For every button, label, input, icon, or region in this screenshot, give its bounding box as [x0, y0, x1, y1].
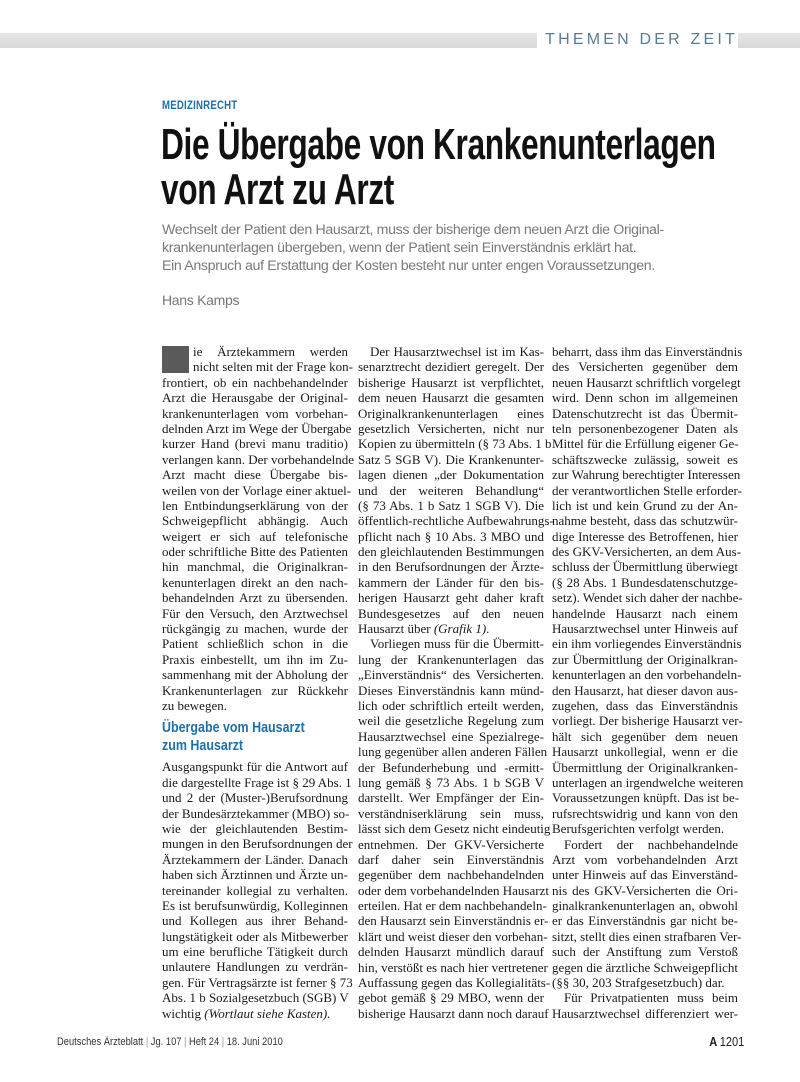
- text-line: gegen die ärztliche Schweigepflicht: [552, 959, 738, 975]
- text-line: rufsrechtswidrig und kann von den: [552, 805, 738, 821]
- text-line: Es ist berufsunwürdig, Kolleginnen: [162, 897, 348, 913]
- text-line: zur Wahrung berechtigter Interessen: [552, 467, 741, 483]
- text-line: unter Hinweis auf das Einverständ-: [552, 867, 738, 883]
- subheading-line: zum Hausarzt: [162, 738, 244, 755]
- text-line: weigert er sich auf telefonische: [162, 528, 348, 544]
- text-line: nis des GKV-Versicherten die Ori-: [552, 882, 738, 898]
- paragraph: [552, 344, 744, 837]
- text-line: Der Hausarztwechsel ist im Kas-: [370, 344, 544, 359]
- text-line: pflicht nach § 10 Abs. 3 MBO und: [358, 528, 544, 544]
- text-line: Vorliegen muss für die Übermitt-: [370, 636, 544, 652]
- text-line: Satz 5 SGB V). Die Krankenunter-: [358, 451, 544, 467]
- text-line: Ausgangspunkt für die Antwort auf: [162, 759, 348, 775]
- text-line: unlautere Handlungen zu verdrän-: [162, 959, 348, 975]
- paragraph: [552, 836, 742, 991]
- text-line: senarztrecht dezidiert geregelt. Der: [358, 359, 544, 375]
- text-line: klärt und weist dieser den vorbehan-: [358, 928, 548, 944]
- text-line: ginalkrankenunterlagen an, obwohl: [552, 898, 738, 914]
- paragraph: [552, 990, 738, 1021]
- text-line: kammern der Länder für den bis-: [358, 574, 544, 590]
- page-number: A 1201: [708, 1034, 744, 1049]
- text-line: delnden Arzt im Wege der Übergabe: [162, 420, 352, 436]
- paragraph: [162, 759, 353, 1021]
- text-line: Arzt vom vorbehandelnden Arzt: [552, 851, 738, 867]
- text-line: den Hausarzt, hat dieser davon aus-: [552, 682, 738, 698]
- paragraph: [358, 344, 554, 637]
- text-line: Krankenunterlagen zur Rückkehr: [162, 682, 348, 698]
- text-line: Für Privatpatienten muss beim: [564, 990, 738, 1006]
- text-line: Für den Versuch, den Arztwechsel: [162, 605, 348, 621]
- text-line: weilen von der Vorlage einer aktuel-: [162, 482, 352, 498]
- text-line: Auffassung gegen das Kollegialitäts-: [358, 975, 551, 991]
- text-line: verlangen kann. Der vorbehandelnde: [162, 451, 355, 467]
- text-line: sammenhang mit der Abholung der: [162, 667, 348, 683]
- text-line: bisherige Hausarzt dann noch darauf: [358, 1005, 549, 1021]
- text-line: nahme besteht, dass das schutzwür-: [552, 513, 738, 529]
- text-line: rückgängig zu machen, wurde der: [162, 621, 348, 637]
- text-line: handelnde Hausarzt nach einem: [552, 605, 738, 621]
- text-line: die dargestellte Frage ist § 29 Abs. 1: [162, 774, 352, 790]
- text-line: oder dem vorbehandelnden Hausarzt: [358, 882, 549, 898]
- text-line: Datenschutzrecht ist das Übermit-: [552, 405, 738, 421]
- text-line: Mittel für die Erfüllung eigener Ge-: [552, 436, 739, 452]
- text-line: behandelnden Arzt zu übersenden.: [162, 590, 348, 606]
- text-line: zu bewegen.: [162, 697, 227, 713]
- article-author: Hans Kamps: [162, 292, 240, 308]
- text-line: Hausarzt unkollegial, wenn er die: [552, 744, 738, 760]
- text-line: (§ 73 Abs. 1 b Satz 1 SGB V). Die: [358, 497, 544, 513]
- text-line: mungen in den Berufsordnungen der: [162, 836, 353, 852]
- text-line: herigen Hausarzt geht daher kraft: [358, 590, 544, 606]
- text-line: Hausarzt über (Grafik 1).: [358, 621, 490, 637]
- text-line: (§ 28 Abs. 1 Bundesdatenschutzge-: [552, 574, 738, 590]
- paragraph: [358, 636, 551, 1021]
- section-label: THEMEN DER ZEIT: [537, 30, 738, 50]
- text-line: der Bundesärztekammer (MBO) so-: [162, 805, 350, 821]
- text-line: Fordert der nachbehandelnde: [564, 836, 738, 852]
- text-line: haben sich Ärztinnen und Ärzte un-: [162, 867, 348, 883]
- article-lead: [162, 221, 762, 275]
- text-line: Arzt die Herausgabe der Original-: [162, 390, 348, 406]
- text-line: lung gegenüber allen anderen Fällen: [358, 744, 548, 760]
- lead-line: krankenunterlagen übergeben, wenn der Patient sein Einverständnis erklärt hat.: [162, 240, 637, 256]
- text-line: Praxis einbestellt, um ihn im Zu-: [162, 651, 348, 667]
- text-line: lungstätigkeit oder als Mitbewerber: [162, 928, 348, 944]
- subheading-line: Übergabe vom Hausarzt: [162, 720, 305, 737]
- text-line: such der Anstiftung zum Verstoß: [552, 944, 738, 960]
- text-line: kurzer Hand (brevi manu traditio): [162, 436, 348, 452]
- text-line: Voraussetzungen knüpft. Das ist be-: [552, 790, 740, 806]
- text-line: wichtig (Wortlaut siehe Kasten).: [162, 1005, 331, 1021]
- text-line: lagen dienen „der Dokumentation: [358, 467, 544, 483]
- text-line: schluss der Übermittlung überwiegt: [552, 559, 738, 575]
- lead-line: Wechselt der Patient den Hausarzt, muss der bisherige dem neuen Arzt die Original-: [162, 222, 664, 238]
- text-line: wie der gleichlautenden Bestim-: [162, 820, 348, 836]
- text-line: lich oder schriftlich erteilt werden,: [358, 697, 544, 713]
- text-line: teln personenbezogener Daten als: [552, 420, 738, 436]
- text-line: um eine berufliche Tätigkeit durch: [162, 944, 348, 960]
- text-line: darstellt. Wer Empfänger der Ein-: [358, 790, 544, 806]
- text-line: Patient schließlich schon in die: [162, 636, 348, 652]
- publication-name: Deutsches Ärzteblatt: [57, 1036, 144, 1048]
- text-line: und 2 der (Muster-)Berufsordnung: [162, 790, 348, 806]
- text-line: „Einverständnis“ des Versicherten.: [358, 667, 544, 683]
- text-line: Kopien zu übermitteln (§ 73 Abs. 1 b: [358, 436, 552, 452]
- text-line: setz). Wendet sich daher der nachbe-: [552, 590, 743, 606]
- text-line: hin manchmal, die Originalkran-: [162, 559, 348, 575]
- text-line: dige Interesse des Betroffenen, hier: [552, 528, 738, 544]
- article-kicker: MEDIZINRECHT: [162, 98, 238, 112]
- text-line: ie Ärztekammern werden: [193, 344, 348, 359]
- lead-line: Ein Anspruch auf Erstattung der Kosten besteht nur unter engen Voraussetzungen.: [162, 258, 655, 274]
- text-line: nicht selten mit der Frage kon-: [193, 359, 353, 375]
- text-line: den gleichlautenden Bestimmungen: [358, 544, 545, 560]
- text-line: wird. Denn schon im allgemeinen: [552, 390, 738, 406]
- text-line: des GKV-Versicherten, an dem Aus-: [552, 544, 742, 560]
- text-line: hin, verstößt es nach hier vertretener: [358, 959, 548, 975]
- text-line: in den Berufsordnungen der Ärzte-: [358, 559, 544, 575]
- text-column-1: [162, 344, 355, 1021]
- text-line: und Kollegen aus ihrer Behand-: [162, 913, 348, 929]
- issue-date: 18. Juni 2010: [226, 1036, 283, 1048]
- text-line: tereinander kollegial zu verhalten.: [162, 882, 348, 898]
- paragraph: [162, 344, 355, 713]
- text-line: vorliegt. Der bisherige Hausarzt ver-: [552, 713, 743, 729]
- title-line: von Arzt zu Arzt: [161, 165, 395, 214]
- text-line: Abs. 1 b Sozialgesetzbuch (SGB) V: [162, 990, 349, 1006]
- text-line: und der weiteren Behandlung“: [358, 482, 544, 498]
- text-line: der Befunderhebung und -ermitt-: [358, 759, 544, 775]
- text-line: krankenunterlagen vom vorbehan-: [162, 405, 348, 421]
- article-title: [161, 122, 716, 212]
- text-line: schäftszwecke zulässig, soweit es: [552, 451, 738, 467]
- text-line: frontiert, ob ein nachbehandelnder: [162, 374, 348, 390]
- text-line: gesetzlich Versicherten, nicht nur: [358, 420, 544, 436]
- drop-cap: D: [163, 346, 188, 373]
- text-line: beharrt, dass ihm das Einverständnis: [552, 344, 743, 359]
- text-line: sitzt, stellt dies einen strafbaren Ver-: [552, 928, 742, 944]
- text-line: entnehmen. Der GKV-Versicherte: [358, 836, 544, 852]
- text-line: lich ist und kein Grund zu der An-: [552, 497, 738, 513]
- footer-citation: Deutsches Ärzteblatt | Jg. 107 | Heft 24 | 18. Juni 2010: [57, 1036, 283, 1048]
- text-line: gebot gemäß § 29 MBO, wenn der: [358, 990, 544, 1006]
- text-line: zur Übermittlung der Originalkran-: [552, 651, 738, 667]
- text-line: Arzt macht diese Übergabe bis-: [162, 467, 348, 483]
- text-line: des Versicherten gegenüber dem: [552, 359, 738, 375]
- text-line: kenunterlagen an den vorbehandeln-: [552, 667, 742, 683]
- text-line: neuen Hausarzt schriftlich vorgelegt: [552, 374, 741, 390]
- text-line: hält sich gegenüber dem neuen: [552, 728, 738, 744]
- text-line: gegenüber dem nachbehandelnden: [358, 867, 544, 883]
- text-line: unterlagen an irgendwelche weiteren: [552, 774, 744, 790]
- text-line: Schweigepflicht abhängig. Auch: [162, 513, 348, 529]
- text-column-2: [358, 344, 554, 1021]
- text-line: der verantwortlichen Stelle erforder-: [552, 482, 742, 498]
- text-line: dem neuen Hausarzt die gesamten: [358, 390, 544, 406]
- title-line: Die Übergabe von Krankenunterlagen: [161, 120, 716, 169]
- text-line: Hausarztwechsel unter Hinweis auf: [552, 621, 738, 637]
- text-line: ein ihm vorliegendes Einverständnis: [552, 636, 742, 652]
- text-line: Hausarztwechsel differenziert wer-: [552, 1005, 738, 1021]
- text-line: lung gemäß § 73 Abs. 1 b SGB V: [358, 774, 544, 790]
- text-line: darf daher sein Einverständnis: [358, 851, 544, 867]
- text-line: den Hausarzt sein Einverständnis er-: [358, 913, 549, 929]
- text-line: gen. Für Vertragsärzte ist ferner § 73: [162, 974, 353, 990]
- text-line: erteilen. Hat er dem nachbehandeln-: [358, 898, 547, 914]
- text-line: er das Einverständnis gar nicht be-: [552, 913, 738, 929]
- text-line: zugehen, dass das Einverständnis: [552, 697, 738, 713]
- text-line: weil die gesetzliche Regelung zum: [358, 713, 544, 729]
- text-line: bisherige Hausarzt ist verpflichtet,: [358, 374, 544, 390]
- text-line: Dieses Einverständnis kann münd-: [358, 682, 544, 698]
- text-line: Originalkrankenunterlagen eines: [358, 405, 544, 421]
- volume: Jg. 107: [150, 1036, 182, 1048]
- text-line: öffentlich-rechtliche Aufbewahrungs-: [358, 513, 554, 529]
- text-line: Ärztekammern der Länder. Danach: [162, 851, 348, 867]
- text-line: lässt sich dem Gesetz nicht eindeutig: [358, 821, 551, 837]
- text-line: lung der Krankenunterlagen das: [358, 651, 544, 667]
- issue: Heft 24: [189, 1036, 220, 1048]
- text-line: Berufsgerichten verfolgt werden.: [552, 821, 725, 837]
- text-line: Übermittlung der Originalkranken-: [552, 759, 738, 775]
- text-line: kenunterlagen direkt an den nach-: [162, 574, 348, 590]
- text-line: verständniserklärung sein muss,: [358, 805, 544, 821]
- text-line: delnden Hausarzt mündlich darauf: [358, 944, 544, 960]
- text-line: (§§ 30, 203 Strafgesetzbuch) dar.: [552, 975, 725, 991]
- subheading: [162, 713, 348, 759]
- text-line: Hausarztwechsel eine Spezialrege-: [358, 728, 544, 744]
- text-line: Bundesgesetzes auf den neuen: [358, 605, 544, 621]
- text-line: oder schriftliche Bitte des Patienten: [162, 544, 348, 560]
- text-line: len Entbindungserklärung von der: [162, 497, 348, 513]
- text-column-3: [552, 344, 744, 1021]
